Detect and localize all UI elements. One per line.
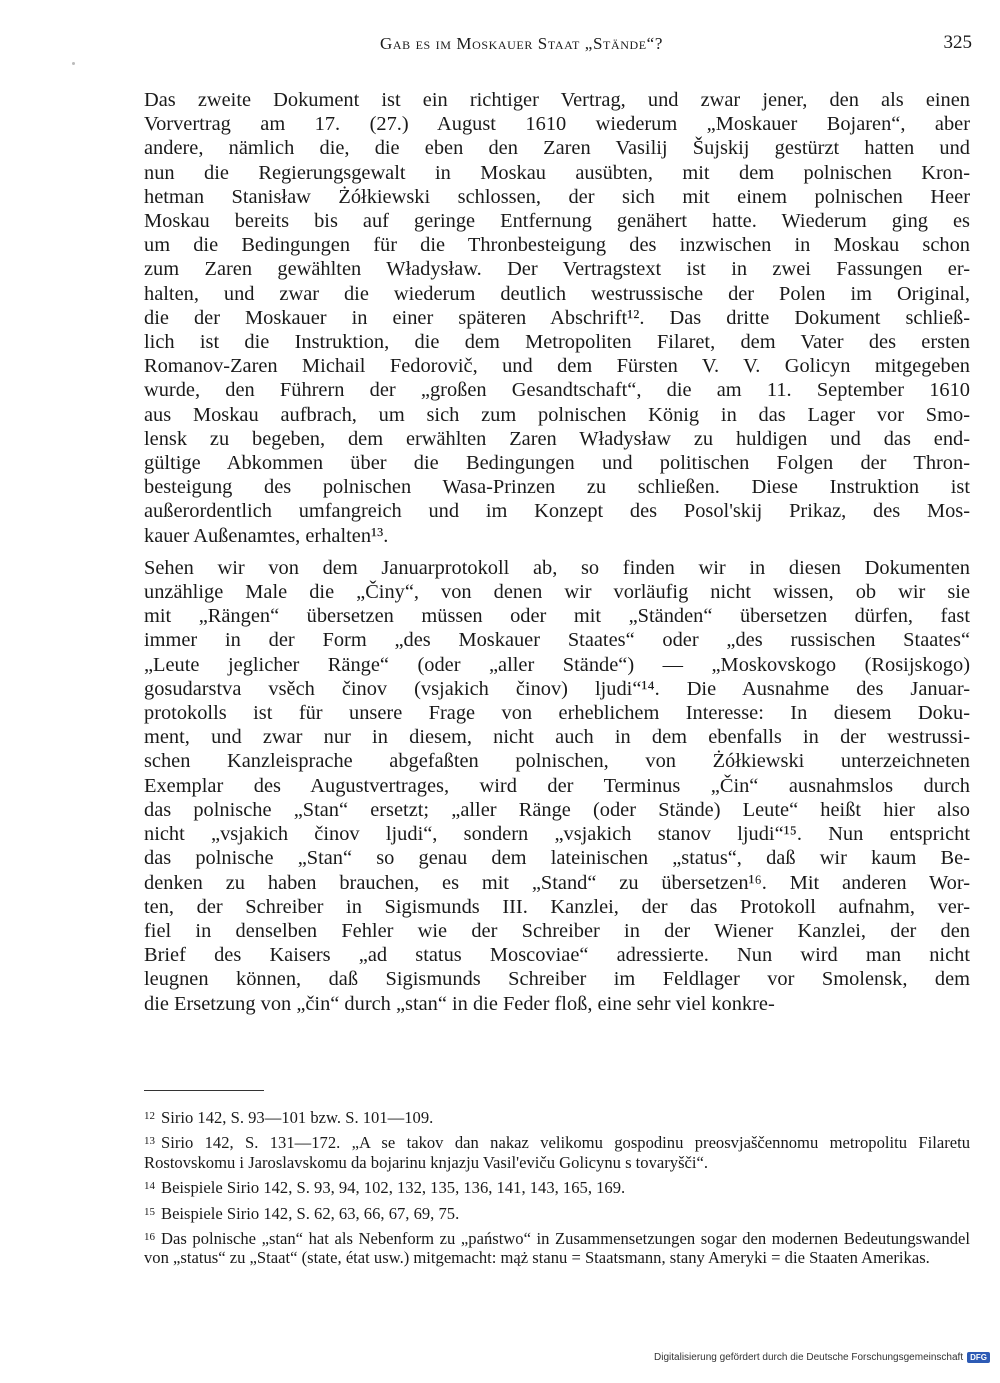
text-line: das polnische „Stan“ ersetzt; „aller Ränge (oder Stände) Leute“ heißt hier also xyxy=(144,798,970,821)
text-line: halten, und zwar die wiederum deutlich westrussische der Polen im Original, xyxy=(144,282,970,305)
footnote-text: Das polnische „stan“ hat als Nebenform zu „państwo“ in Zusammensetzungen sogar den modernen Bedeutungswandel von „status“ zu „Staat“ (state, état usw.) mitgemacht: mąż stanu = Staatsmann, stany Ameryki = die Staaten Amerikas. xyxy=(144,1229,970,1268)
digitization-credit xyxy=(654,1352,990,1363)
footnote-text: Beispiele Sirio 142, S. 93, 94, 102, 132, 135, 136, 141, 143, 165, 169. xyxy=(161,1178,626,1198)
text-line: andere, nämlich die, die eben den Zaren Vasilij Šujskij gestürzt hatten und xyxy=(144,137,970,160)
paragraph-1 xyxy=(144,88,970,548)
footnote-number: 16 xyxy=(144,1231,155,1244)
text-line: um die Bedingungen für die Thronbesteigung des inzwischen in Moskau schon xyxy=(144,234,970,257)
text-line: mit „Rängen“ übersetzen müssen oder mit „Ständen“ übersetzen dürfen, fast xyxy=(144,605,970,628)
footnote-number: 15 xyxy=(144,1205,155,1218)
text-line: Romanov-Zaren Michail Fedorovič, und dem Fürsten V. V. Golicyn mitgegeben xyxy=(144,355,970,378)
text-line: hetman Stanisław Żółkiewski schlossen, der sich mit einem polnischen Heer xyxy=(144,185,970,208)
text-line: die Ersetzung von „čin“ durch „stan“ in die Feder floß, eine sehr viel konkre- xyxy=(144,992,775,1015)
scan-speck xyxy=(72,62,75,65)
text-line: wurde, den Führern der „großen Gesandtschaft“, die am 11. September 1610 xyxy=(144,379,970,402)
text-line: unzählige Male die „Činy“, von denen wir vorläufig nicht wissen, ob wir sie xyxy=(144,581,970,604)
page-number: 325 xyxy=(943,32,972,53)
text-line: zum Zaren gewählten Władysław. Der Vertragstext ist in zwei Fassungen er- xyxy=(144,258,970,281)
footnotes xyxy=(144,1108,970,1274)
text-line: nun die Regierungsgewalt in Moskau ausübten, mit dem polnischen Kron- xyxy=(144,161,970,184)
footnote-text: Sirio 142, S. 93—101 bzw. S. 101—109. xyxy=(161,1108,434,1127)
text-line: Vorvertrag am 17. (27.) August 1610 wiederum „Moskauer Bojaren“, aber xyxy=(144,113,970,136)
paragraph-2 xyxy=(144,556,970,1016)
text-line: kauer Außenamtes, erhalten¹³. xyxy=(144,524,389,547)
footnote-12 xyxy=(144,1108,970,1127)
text-line: lensk zu begeben, dem erwählten Zaren Władysław zu huldigen und das end- xyxy=(144,427,970,450)
text-line: gültige Abkommen über die Bedingungen und politischen Folgen der Thron- xyxy=(144,452,970,475)
running-title: Gab es im Moskauer Staat „Stände“? xyxy=(380,34,663,53)
dfg-logo-icon: DFG xyxy=(967,1352,990,1363)
text-line: Sehen wir von dem Januarprotokoll ab, so finden wir in diesen Dokumenten xyxy=(144,556,970,579)
text-line: aus Moskau aufbrach, um sich zum polnischen König in das Lager vor Smo- xyxy=(144,403,970,426)
footnote-15 xyxy=(144,1204,970,1223)
text-line: fiel in denselben Fehler wie der Schreiber in der Wiener Kanzlei, der den xyxy=(144,919,970,942)
text-line: lich ist die Instruktion, die dem Metropoliten Filaret, dem Vater des ersten xyxy=(144,331,970,354)
text-line: Exemplar des Augustvertrages, wird der Terminus „Čin“ ausnahmslos durch xyxy=(144,774,970,797)
text-line: schen Kanzleisprache abgefaßten polnischen, von Żółkiewski unterzeichneten xyxy=(144,750,970,773)
footnote-number: 13 xyxy=(144,1135,155,1148)
footnote-text: Sirio 142, S. 131—172. „A se takov dan nakaz velikomu gospodinu preosvjaščennomu metropolitu Filaretu Rostovskomu i Jaroslavskomu da bojarinu knjazju Vasil'eviču Golicynu s tovaryšči“. xyxy=(144,1133,970,1172)
credit-text: Digitalisierung gefördert durch die Deutsche Forschungsgemeinschaft xyxy=(654,1352,964,1363)
text-line: denken zu haben brauchen, es mit „Stand“ zu übersetzen¹⁶. Mit anderen Wor- xyxy=(144,871,970,894)
text-line: „Leute jeglicher Ränge“ (oder „aller Stände“) — „Moskovskogo (Rosijskogo) xyxy=(144,653,970,676)
text-line: leugnen können, daß Sigismunds Schreiber im Feldlager vor Smolensk, dem xyxy=(144,968,970,991)
text-line: außerordentlich umfangreich und im Konzept des Posol'skij Prikaz, des Mos- xyxy=(144,500,970,523)
text-line: protokolls ist für unsere Frage von erheblichem Interesse: In diesem Doku- xyxy=(144,702,970,725)
footnote-14 xyxy=(144,1178,970,1197)
text-line: das polnische „Stan“ so genau dem lateinischen „status“, daß wir kaum Be- xyxy=(144,847,970,870)
text-line: Brief des Kaisers „ad status Moscoviae“ adressierte. Nun wird man nicht xyxy=(144,944,970,967)
footnote-13 xyxy=(144,1133,970,1172)
footnote-number: 14 xyxy=(144,1180,155,1193)
footnote-16 xyxy=(144,1229,970,1268)
page-header xyxy=(380,34,972,64)
text-line: die der Moskauer in einer späteren Abschrift¹². Das dritte Dokument schließ- xyxy=(144,306,970,329)
text-line: immer in der Form „des Moskauer Staates“ oder „des russischen Staates“ xyxy=(144,629,970,652)
body-text xyxy=(144,88,970,1016)
text-line: besteigung des polnischen Wasa-Prinzen zu schließen. Diese Instruktion ist xyxy=(144,476,970,499)
footnote-number: 12 xyxy=(144,1110,155,1122)
text-line: Das zweite Dokument ist ein richtiger Vertrag, und zwar jener, den als einen xyxy=(144,89,970,111)
text-line: nicht „vsjakich činov ljudi“, sondern „vsjakich stanov ljudi“¹⁵. Nun entspricht xyxy=(144,823,970,846)
text-line: ment, und zwar nur in diesem, nicht auch in dem ebenfalls in der westrussi- xyxy=(144,726,970,749)
text-line: gosudarstva vsěch činov (vsjakich činov) ljudi“¹⁴. Die Ausnahme des Januar- xyxy=(144,677,970,700)
text-line: ten, der Schreiber in Sigismunds III. Kanzlei, der das Protokoll aufnahm, ver- xyxy=(144,895,970,918)
footnote-text: Beispiele Sirio 142, S. 62, 63, 66, 67, 69, 75. xyxy=(161,1203,460,1223)
text-line: Moskau bereits bis auf geringe Entfernung genähert hatte. Wiederum ging es xyxy=(144,210,970,233)
footnote-divider xyxy=(144,1090,264,1091)
